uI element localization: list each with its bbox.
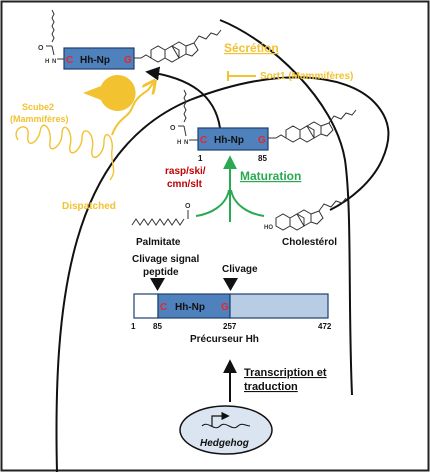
c-term-top: G bbox=[124, 55, 132, 66]
precursor-c-term: G bbox=[221, 302, 229, 313]
dispatched-label: Dispatched bbox=[62, 201, 116, 212]
precursor-n-term: C bbox=[160, 302, 168, 313]
amide-o-mid: O bbox=[170, 125, 176, 132]
pos-start-mid: 1 bbox=[198, 154, 203, 163]
palmitate-label: Palmitate bbox=[136, 237, 181, 248]
scube2-pacman-icon bbox=[83, 75, 136, 111]
rasp-label-line1: rasp/ski/ bbox=[165, 166, 206, 177]
pos-end-mid: 85 bbox=[258, 154, 267, 163]
precursor-hh bbox=[131, 294, 332, 331]
precursor-c-domain bbox=[230, 294, 328, 318]
cholesterol-structure-top bbox=[151, 30, 221, 62]
cholesterol-ho: HO bbox=[264, 225, 273, 231]
maturation-curve-right bbox=[231, 190, 264, 216]
amide-link-mid bbox=[184, 126, 186, 136]
pos-472: 472 bbox=[318, 322, 332, 331]
secretion-label: Sécrétion bbox=[224, 41, 279, 55]
transcription-label-line2: traduction bbox=[244, 381, 298, 393]
pos-85: 85 bbox=[153, 322, 162, 331]
hhnp-label-mid: Hh-Np bbox=[214, 135, 244, 146]
maturation-curve-left bbox=[196, 190, 229, 216]
pos-257: 257 bbox=[223, 322, 237, 331]
sort1-label: Sort1 (Mammifères) bbox=[260, 71, 354, 82]
cholesterol-ester-top bbox=[134, 55, 151, 58]
palmitate-chain-mid bbox=[184, 90, 186, 122]
hhnp-label-top: Hh-Np bbox=[80, 55, 110, 66]
precursor-caption: Précurseur Hh bbox=[190, 334, 259, 345]
c-term-mid: G bbox=[258, 135, 266, 146]
transcription-label-line1: Transcription et bbox=[244, 367, 327, 379]
maturation-label: Maturation bbox=[240, 169, 302, 183]
precursor-signal-peptide bbox=[134, 294, 158, 318]
amide-link-top bbox=[52, 46, 54, 55]
amide-o-top: O bbox=[38, 45, 44, 52]
amide-n-top: N bbox=[52, 59, 57, 65]
cholesterol-ester-mid bbox=[268, 135, 286, 138]
scube2-label-line1: Scube2 bbox=[22, 102, 55, 112]
cleavage-marker-signal-icon bbox=[150, 278, 165, 291]
frame-border bbox=[2, 2, 429, 471]
cleavage-marker-auto-icon bbox=[223, 278, 238, 291]
mature-hhnp bbox=[170, 90, 356, 163]
clivage-signal-label-line2: peptide bbox=[143, 267, 179, 278]
cholesterol-molecule-icon bbox=[276, 198, 346, 230]
amide-n-mid: N bbox=[184, 140, 189, 146]
secreted-hhnp bbox=[38, 10, 221, 69]
n-term-top: C bbox=[66, 55, 74, 66]
cholesterol-structure-mid bbox=[286, 110, 356, 142]
amide-h-mid: H bbox=[177, 140, 182, 146]
n-term-mid: C bbox=[200, 135, 208, 146]
palmitate-chain-top bbox=[52, 10, 54, 42]
palmitate-o: O bbox=[185, 203, 191, 210]
scube2-label-line2: (Mammifères) bbox=[10, 114, 69, 124]
dispatched-coil-icon bbox=[16, 125, 114, 180]
pos-1: 1 bbox=[131, 322, 136, 331]
palmitate-molecule-icon bbox=[132, 219, 184, 225]
hedgehog-gene-label: Hedgehog bbox=[200, 438, 249, 449]
export-arrow bbox=[148, 72, 220, 128]
cholesterol-label: Cholestérol bbox=[282, 237, 338, 248]
clivage-signal-label-line1: Clivage signal bbox=[132, 254, 200, 265]
clivage-label: Clivage bbox=[222, 264, 258, 275]
precursor-hhnp-label: Hh-Np bbox=[175, 302, 205, 313]
rasp-label-line2: cmn/slt bbox=[167, 179, 203, 190]
amide-h-top: H bbox=[45, 59, 50, 65]
